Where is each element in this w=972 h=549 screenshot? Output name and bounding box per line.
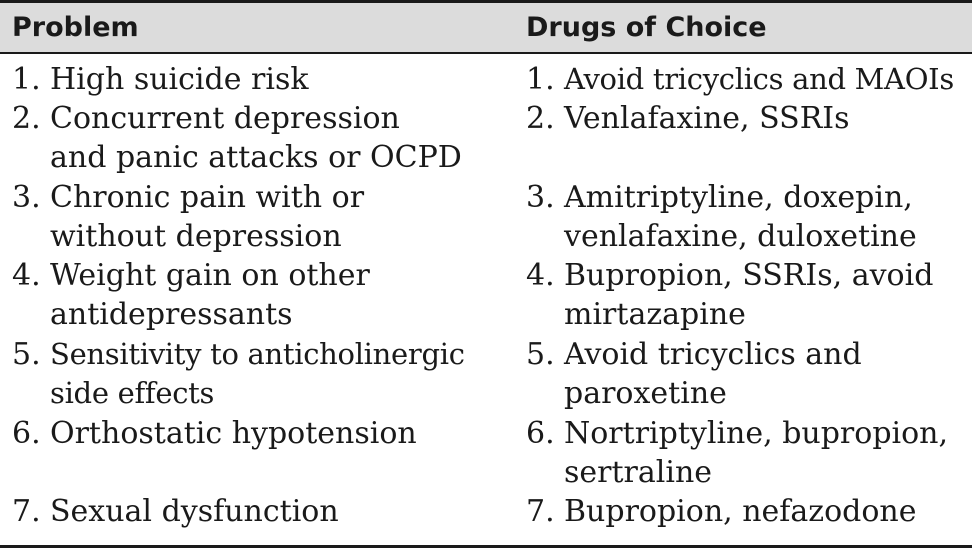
- row-number: 4.: [12, 258, 41, 293]
- row-number: 6.: [12, 416, 41, 451]
- drugs-text: Bupropion, nefazodone: [564, 494, 917, 529]
- drugs-text: Avoid tricyclics and MAOIs: [564, 62, 954, 96]
- drugs-text: Venlafaxine, SSRIs: [564, 101, 850, 136]
- problem-text: Orthostatic hypotension: [50, 416, 417, 451]
- drugs-text: Avoid tricyclics and paroxetine: [564, 337, 862, 411]
- row-number: 2.: [12, 101, 41, 136]
- bottom-rule: [0, 545, 972, 548]
- row-number: 2.: [526, 101, 555, 136]
- row-number: 5.: [12, 337, 41, 372]
- header-problem: Problem: [12, 12, 139, 43]
- problem-text: Concurrent depression and panic attacks or OCPD: [50, 101, 462, 175]
- row-number: 6.: [526, 416, 555, 451]
- header-drugs-of-choice: Drugs of Choice: [526, 12, 767, 43]
- problem-text: Sexual dysfunction: [50, 494, 339, 529]
- drugs-text: Nortriptyline, bupropion, sertraline: [564, 416, 949, 490]
- problem-text: Sensitivity to anticholinergic side effects: [50, 337, 465, 410]
- row-number: 3.: [12, 180, 41, 215]
- row-number: 7.: [12, 494, 41, 529]
- header-band: [0, 3, 972, 52]
- problem-text: Chronic pain with or without depression: [50, 180, 365, 254]
- row-number: 3.: [526, 180, 555, 215]
- header-rule: [0, 52, 972, 54]
- problem-text: Weight gain on other antidepressants: [50, 258, 370, 332]
- problem-text: High suicide risk: [50, 62, 309, 97]
- row-number: 4.: [526, 258, 555, 293]
- row-number: 1.: [12, 62, 41, 97]
- drugs-text: Amitriptyline, doxepin, venlafaxine, duloxetine: [564, 180, 917, 254]
- row-number: 1.: [526, 62, 555, 97]
- row-number: 7.: [526, 494, 555, 529]
- row-number: 5.: [526, 337, 555, 372]
- drugs-text: Bupropion, SSRIs, avoid mirtazapine: [564, 258, 934, 332]
